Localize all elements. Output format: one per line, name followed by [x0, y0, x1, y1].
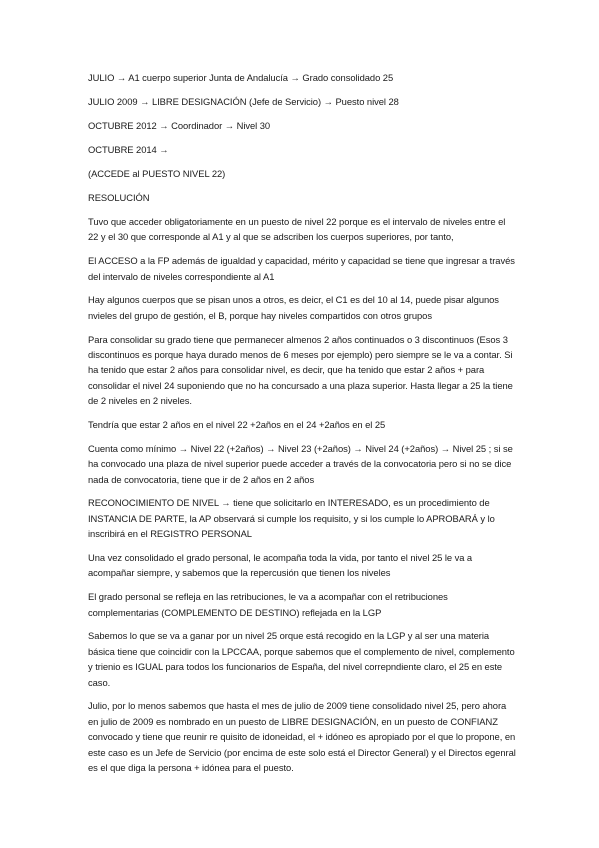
paragraph-julio-2009: JULIO 2009 → LIBRE DESIGNACIÓN (Jefe de Servicio) → Puesto nivel 28	[88, 96, 399, 107]
paragraph-octubre-2012: OCTUBRE 2012 → Coordinador → Nivel 30	[88, 120, 271, 131]
paragraph-acceso-fp: El ACCESO a la FP además de igualdad y capacidad, mérito y capacidad se tiene que ingresar a través del intervalo de niveles correspondiente al A1	[88, 255, 515, 282]
paragraph-consolidar-grado: Para consolidar su grado tiene que permanecer almenos 2 años continuados o 3 discontinuos (Esos 3 discontinuos es porque haya durado menos de 6 meses por ejemplo) pero siempre se le va a contar. Si ha tenido que estar 2 años para consolidar nivel, es decir, que ha tenido que estar 2 años + para consolidar el nivel 24 suponiendo que no ha concursado a una plaza superior. Hasta llegar a 25 la tiene de 2 niveles en 2 niveles.	[88, 333, 513, 407]
paragraph-grado-personal-vida: Una vez consolidado el grado personal, le acompaña toda la vida, por tanto el nivel 25 le va a acompañar siempre, y sabemos que la repercusión que tienen los niveles	[88, 552, 473, 579]
heading-resolucion: RESOLUCIÓN	[88, 192, 150, 203]
paragraph-lgp-nivel-25: Sabemos lo que se va a ganar por un nivel 25 orque está recogido en la LGP y al ser una materia básica tiene que coincidir con la LPCCAA, porque sabemos que el complemento de nivel, complemento y trienio es IGUAL para todos los funcionarios de España, del nivel correpndiente claro, el 25 en este caso.	[88, 630, 515, 688]
document-body	[88, 70, 518, 784]
paragraph-retribuciones: El grado personal se refleja en las retribuciones, le va a acompañar con el retribuciones complementarias (COMPLEMENTO DE DESTINO) reflejada en la LGP	[88, 591, 448, 618]
paragraph-libre-designacion: Julio, por lo menos sabemos que hasta el mes de julio de 2009 tiene consolidado nivel 25, pero ahora en julio de 2009 es nombrado en un puesto de LIBRE DESIGNACIÓN, en un puesto de CONFIANZ convocado y tiene que reunir re quisito de idoneidad, el + idóneo es apropiado por el que lo propone, en este caso es un Jefe de Servicio (por encima de este solo está el Director General) y el Directos egenral es el que diga la persona + idónea para el puesto.	[88, 700, 516, 774]
paragraph-reconocimiento-nivel: RECONOCIMIENTO DE NIVEL → tiene que solicitarlo en INTERESADO, es un procedimiento de INSTANCIA DE PARTE, la AP observará si cumple los requisito, y si los cumple lo APROBARÁ y lo inscribirá en el REGISTRO PERSONAL	[88, 497, 495, 540]
paragraph-accede-puesto: (ACCEDE al PUESTO NIVEL 22)	[88, 168, 226, 179]
paragraph-octubre-2014: OCTUBRE 2014 →	[88, 144, 169, 155]
paragraph-julio-a1: JULIO → A1 cuerpo superior Junta de Andalucía → Grado consolidado 25	[88, 72, 394, 83]
paragraph-acceder-nivel-22: Tuvo que acceder obligatoriamente en un puesto de nivel 22 porque es el intervalo de niveles entre el 22 y el 30 que corresponde al A1 y al que se adscriben los cuerpos superiores, por tanto,	[88, 216, 506, 243]
paragraph-cuenta-minimo: Cuenta como mínimo → Nivel 22 (+2años) → Nivel 23 (+2años) → Nivel 24 (+2años) → Nivel 25 ; si se ha convocado una plaza de nivel superior puede acceder a través de la convocatoria pero si no se dice nada de convocatoria, tiene que ir de 2 años en 2 años	[88, 442, 513, 485]
paragraph-tendria-que-estar: Tendría que estar 2 años en el nivel 22 +2años en el 24 +2años en el 25	[88, 419, 386, 431]
paragraph-cuerpos-pisan: Hay algunos cuerpos que se pisan unos a otros, es deicr, el C1 es del 10 al 14, puede pisar algunos nvieles del grupo de gestión, el B, porque hay niveles compartidos con otros grupos	[88, 294, 499, 321]
